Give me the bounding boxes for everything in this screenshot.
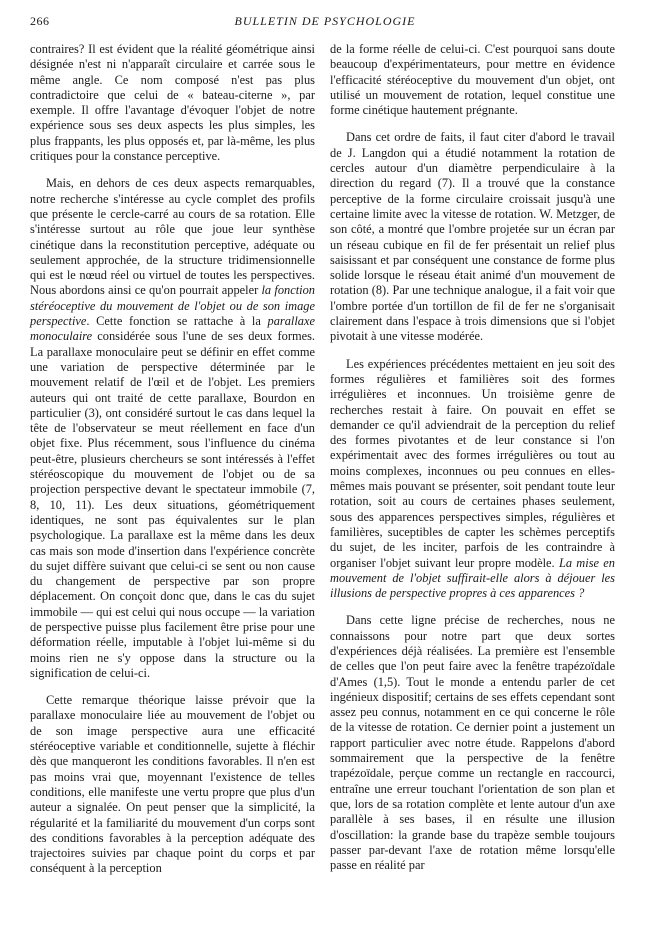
- paragraph-right-1: de la forme réelle de celui-ci. C'est pourquoi sans doute beaucoup d'expérimentateurs, pour mettre en évidence l'efficacité stéréoceptive du mouvement d'un objet, ont utilisé un mouvement de rotation, lequel constitue une forme cinétique hautement prégnante.: [330, 42, 615, 118]
- paragraph-left-2-text-c: considérée sous l'une de ses deux formes. La parallaxe monoculaire peut se définir en effet comme une variation de perspective déterminée par le mouvement relatif de l'œil et de l'objet. Les premiers auteurs qui ont traité de cette parallaxe, Bourdon en particulier (3), ont considéré surtout le cas dans lequel la tête de l'observateur se meut réellement en face d'un objet fixe. Plus récemment, sous l'influence du cinéma peut-être, plusieurs chercheurs se sont intéressés à l'effet stéréoscopique du mouvement de l'objet ou de sa projection perspective devant le spectateur immobile (7, 8, 10, 11). Les deux situations, géométriquement identiques, ne sont pas équivalentes sur le plan psychologique. La parallaxe est la même dans les deux cas mais son mode d'insertion dans l'expérience concrète du sujet diffère suivant que celui-ci se sent ou non cause du changement de perspective par son propre déplacement. On conçoit donc que, dans le cas du sujet immobile — qui est celui qui nous occupe — la variation de perspective puisse plus facilement être prise pour une déformation réelle, imputable à l'objet lui-même si du moins rien ne s'y oppose dans la structure ou la signification de celui-ci.: [30, 329, 315, 680]
- paragraph-right-3: [330, 357, 615, 602]
- left-column: [30, 42, 315, 877]
- paragraph-right-3-italic: La mise en mouvement de l'objet suffirait-elle alors à déjouer les illusions de perspective propres à ces apparences ?: [330, 555, 615, 601]
- paragraph-right-2: Dans cet ordre de faits, il faut citer d'abord le travail de J. Langdon qui a étudié notamment la rotation de cercles autour d'un diamètre perpendiculaire à la direction du regard (7). Il a trouvé que la constance perceptive de la forme circulaire croissait jusqu'à une certaine limite avec la vitesse de rotation. W. Metzger, de son côté, a montré que l'ombre projetée sur un écran par un réseau cubique en fil de fer présentait un relief plus saisissant et par conséquent une constance de forme plus solide lorsque le réseau était animé d'un mouvement de rotation (8). Par une technique analogue, il a fait voir que l'ombre portée d'un tortillon de fil de fer ne s'organisait clairement dans l'espace à trois dimensions que si l'objet pivotait à une vitesse modérée.: [330, 130, 615, 344]
- running-title: BULLETIN DE PSYCHOLOGIE: [234, 14, 416, 28]
- page-number: 266: [30, 14, 50, 28]
- paragraph-right-3-text: Les expériences précédentes mettaient en jeu soit des formes régulières et familières soit des formes irrégulières et inconnues. Un troisième genre de recherches restait à faire. On pouvait en effet se demander ce qu'il adviendrait de la perception du relief des formes pivotantes et de leur constance si l'on expérimentait avec des formes irrégulières ou tout au moins complexes, inconnues ou peu connues en elles-mêmes mais pouvant se présenter, soit pendant toute leur rotation, soit au cours de certaines phases seulement, sous des apparences perspectives simples, régulières et familières, suceptibles de capter les schèmes perceptifs du sujet, de les inciter, parfois de les contraindre à organiser l'objet suivant leur propre modèle.: [330, 356, 615, 570]
- paragraph-left-2-italic-b: parallaxe monoculaire: [30, 314, 315, 344]
- paragraph-left-2: [30, 176, 315, 681]
- paragraph-left-3: Cette remarque théorique laisse prévoir que la parallaxe monoculaire liée au mouvement de l'objet ou de son image perspective aura une efficacité stéréoceptive variable et conditionnelle, sujette à fléchir dès que manqueront les conditions favorables. Il n'en est pas moins vrai que, moyennant l'existence de telles conditions, elle manifeste une vertu propre que plus d'un auteur a signalée. On peut penser que la simplicité, la régularité et la familiarité du mouvement d'un corps sont des conditions favorables à la perception adéquate des trajectoires suivies par chaque point du corps et par conséquent à la perception: [30, 693, 315, 876]
- page-header: [0, 14, 650, 34]
- paragraph-left-2-text-a: Mais, en dehors de ces deux aspects remarquables, notre recherche s'intéresse au cycle complet des profils que présente le cercle-carré au cours de sa rotation. Elle s'intéresse surtout au rôle que joue leur synthèse cinétique dans la reconstitution perceptive, adéquate ou seulement approchée, de la structure tridimensionnelle qui est le nœud réel ou virtuel de toutes les perspectives. Nous abordons ainsi ce qu'on pourrait appeler: [30, 176, 315, 298]
- paragraph-left-2-italic-a: la fonction stéréoceptive du mouvement de l'objet ou de son image perspective: [30, 283, 315, 329]
- paragraph-left-2-text-b: . Cette fonction se rattache à la: [86, 314, 268, 329]
- paragraph-right-4: Dans cette ligne précise de recherches, nous ne connaissons pour notre part que deux sortes d'expériences déjà réalisées. La première est l'ensemble de celles que l'on peut faire avec la fenêtre trapézoïdale d'Ames (1,5). Tout le monde a entendu parler de cet ingénieux dispositif; certains de ses effets cependant sont assez peu connus, notamment en ce qui concerne le rôle de la vitesse de rotation. Ce dernier point a justement un rapport particulier avec notre étude. Rappelons d'abord sommairement que la perspective de la fenêtre trapézoïdale, perçue comme un rectangle en raccourci, entraîne une erreur touchant l'orientation de son plan et que, lors de sa rotation complète et lente autour d'un axe parallèle à ses bases, il en résulte une illusion d'oscillation: la grande base du trapèze semble toujours passer par-devant l'axe de rotation même lorsqu'elle passe en réalité par: [330, 613, 615, 873]
- paragraph-left-1: contraires? Il est évident que la réalité géométrique ainsi désignée n'est ni n'apparaît circulaire et carrée sous le même angle. Ce nom composé n'est pas plus contradictoire que celui de « bateau-citerne », par exemple. Il offre l'avantage d'évoquer l'objet de notre expérience sous ses deux aspects les plus simples, les plus frappants, les plus opposés et, par là-même, les plus critiques pour la constance perceptive.: [30, 42, 315, 164]
- right-column: [330, 42, 615, 873]
